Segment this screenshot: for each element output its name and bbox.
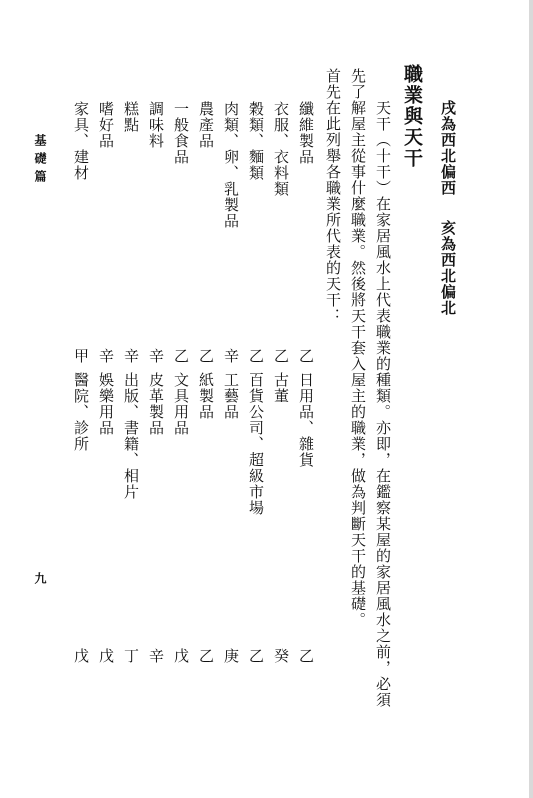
occupation-name-2: 日用品、雜貨 xyxy=(297,372,315,468)
occupation-name-2: 百貨公司、超級市場 xyxy=(247,372,265,516)
occupation-stem: 辛 xyxy=(147,348,165,364)
occupation-name-2: 工藝品 xyxy=(222,372,240,420)
occupation-name: 農產品 xyxy=(197,101,215,149)
occupation-stem: 辛 xyxy=(222,348,240,364)
occupation-stem: 乙 xyxy=(297,348,315,364)
occupation-name-2: 古董 xyxy=(272,372,290,404)
occupation-stem-2: 戊 xyxy=(72,648,90,664)
occupation-stem: 乙 xyxy=(247,348,265,364)
occupation-name: 衣服、衣料類 xyxy=(272,101,290,197)
occupation-stem-2: 戊 xyxy=(172,648,190,664)
section-title: 職業與天干 xyxy=(401,64,423,169)
paragraph-line-2: 先了解屋主從事什麼職業。然後將天干套入屋主的職業，做為判斷天干的基礎。 xyxy=(349,68,367,628)
occupation-stem: 乙 xyxy=(272,348,290,364)
header-xu: 戌為西北偏西 xyxy=(439,100,457,196)
occupation-stem-2: 乙 xyxy=(197,648,215,664)
occupation-stem-2: 乙 xyxy=(247,648,265,664)
occupation-name: 纖維製品 xyxy=(297,101,315,165)
occupation-stem-2: 乙 xyxy=(297,648,315,664)
occupation-name-2: 娛樂用品 xyxy=(97,372,115,436)
occupation-stem: 乙 xyxy=(197,348,215,364)
occupation-name-2: 紙製品 xyxy=(197,372,215,420)
occupation-name-2: 醫院、診所 xyxy=(72,372,90,452)
paragraph-line-3: 首先在此列舉各職業所代表的天干： xyxy=(324,68,342,324)
scan-edge xyxy=(529,0,533,798)
occupation-stem: 辛 xyxy=(122,348,140,364)
occupation-name: 糕點 xyxy=(122,101,140,133)
paragraph-line-1: 天干（十干）在家居風水上代表職業的種類。亦即，在鑑察某屋的家居風水之前，必須 xyxy=(374,100,392,708)
section-label: 基礎篇 xyxy=(33,134,47,188)
occupation-stem: 乙 xyxy=(172,348,190,364)
occupation-name-2: 皮革製品 xyxy=(147,372,165,436)
occupation-name: 穀類、麵類 xyxy=(247,101,265,181)
occupation-stem: 辛 xyxy=(97,348,115,364)
occupation-stem-2: 庚 xyxy=(222,648,240,664)
occupation-name-2: 出版、書籍、相片 xyxy=(122,372,140,500)
page-number: 九 xyxy=(33,572,47,590)
occupation-stem-2: 辛 xyxy=(147,648,165,664)
occupation-name: 一般食品 xyxy=(172,101,190,165)
header-hai: 亥為西北偏北 xyxy=(439,220,457,316)
occupation-name-2: 文具用品 xyxy=(172,372,190,436)
occupation-stem-2: 戊 xyxy=(97,648,115,664)
occupation-name: 嗜好品 xyxy=(97,101,115,149)
occupation-stem-2: 丁 xyxy=(122,648,140,664)
occupation-name: 家具、建材 xyxy=(72,101,90,181)
occupation-stem: 甲 xyxy=(72,348,90,364)
occupation-name: 調味料 xyxy=(147,101,165,149)
occupation-name: 肉類、卵、乳製品 xyxy=(222,101,240,229)
occupation-stem-2: 癸 xyxy=(272,648,290,664)
